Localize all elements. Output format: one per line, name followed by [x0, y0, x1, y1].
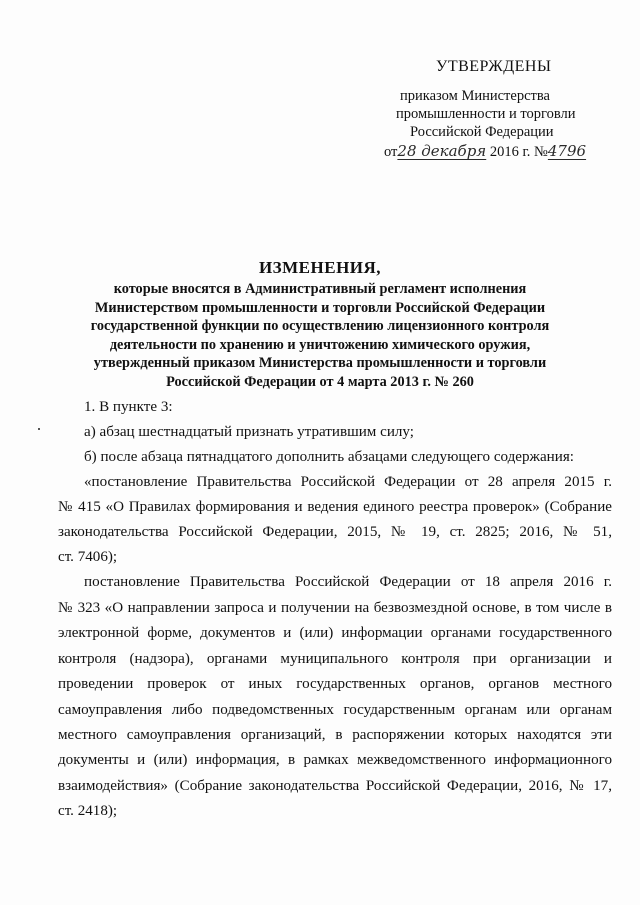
- approval-line-1: приказом Министерства: [400, 88, 550, 104]
- paragraph-2-line: ст. 2418);: [58, 803, 118, 820]
- year-number-label: 2016 г. №: [489, 144, 548, 160]
- paragraph-2-line: проведении проверок от иных государственных органов, органов местного: [58, 676, 612, 693]
- heading-line: деятельности по хранению и уничтожению химического оружия,: [109, 336, 531, 353]
- paragraph-2-line: контроля (надзора), органами муниципального контроля при организации и: [58, 650, 612, 667]
- paragraph-1-line: ст. 7406);: [58, 549, 118, 565]
- heading-title: ИЗМЕНЕНИЯ,: [258, 258, 382, 277]
- paragraph-1-line: «постановление Правительства Российской Федерации от 28 апреля 2015 г.: [84, 474, 612, 490]
- document-heading: [70, 258, 570, 392]
- heading-line: которые вносятся в Административный регламент исполнения: [113, 281, 527, 297]
- date-prefix: от: [384, 144, 398, 160]
- approval-date-line: [384, 142, 586, 161]
- handwritten-date: 28 декабря: [397, 142, 487, 160]
- scan-mark: [38, 428, 40, 430]
- paragraph-2-line: документы и (или) информация, в рамках межведомственного информационного: [58, 752, 612, 769]
- item-1: 1. В пункте 3:: [84, 399, 173, 415]
- paragraph-2-line: местного самоуправления организаций, в распоряжении которых находятся эти: [58, 726, 612, 743]
- item-b: б) после абзаца пятнадцатого дополнить абзацами следующего содержания:: [84, 449, 574, 465]
- paragraph-1-line: законодательства Российской Федерации, 2015, № 19, ст. 2825; 2016, № 51,: [58, 524, 612, 540]
- heading-line: Российской Федерации от 4 марта 2013 г. № 260: [166, 373, 474, 390]
- paragraph-2: [84, 574, 612, 599]
- item-a: а) абзац шестнадцатый признать утратившим силу;: [84, 424, 414, 440]
- paragraph-1-line: № 415 «О Правилах формирования и ведения единого реестра проверок» (Собрание: [58, 499, 612, 515]
- handwritten-order-number: 4796: [547, 142, 587, 160]
- heading-line: государственной функции по осуществлению лицензионного контроля: [90, 318, 550, 335]
- paragraph-2-line: электронной форме, документов и (или) информации органами государственного: [58, 625, 612, 642]
- approval-line-3: Российской Федерации: [410, 124, 554, 140]
- paragraph-2-line: самоуправления либо подведомственных государственным органам или органам: [58, 701, 612, 718]
- paragraph-2-line: № 323 «О направлении запроса и получении на безвозмездной основе, в том числе в: [58, 600, 612, 616]
- heading-line: утвержденный приказом Министерства промышленности и торговли: [93, 355, 547, 372]
- approval-line-2: промышленности и торговли: [396, 106, 576, 122]
- paragraph-1: [84, 474, 612, 499]
- paragraph-2-continued: [58, 600, 612, 829]
- heading-line: Министерством промышленности и торговли Российской Федерации: [94, 299, 546, 316]
- paragraph-1-continued: [58, 499, 612, 574]
- paragraph-2-line: постановление Правительства Российской Федерации от 18 апреля 2016 г.: [84, 574, 612, 590]
- approval-title: УТВЕРЖДЕНЫ: [436, 58, 552, 75]
- paragraph-2-line: взаимодействия» (Собрание законодательства Российской Федерации, 2016, № 17,: [58, 777, 612, 794]
